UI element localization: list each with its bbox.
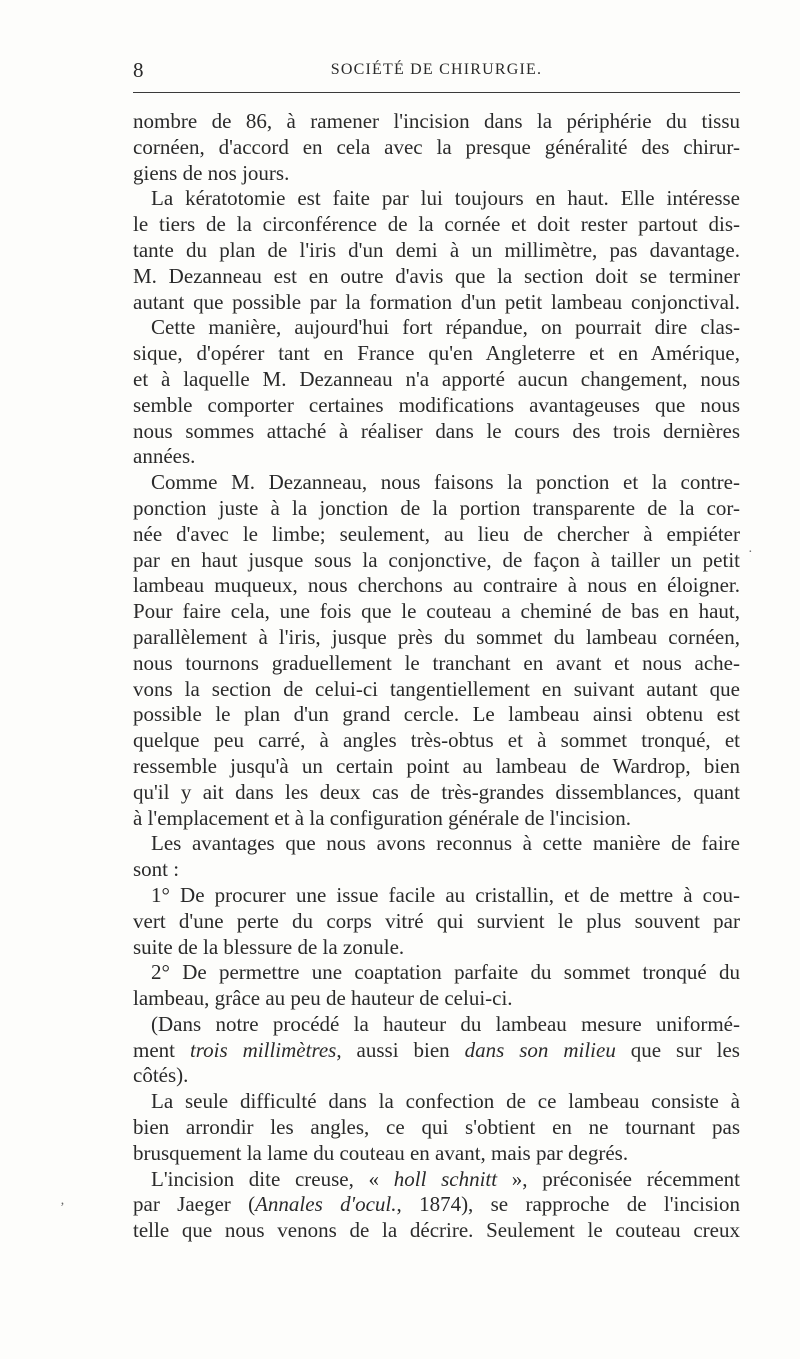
text-line: Comme M. Dezanneau, nous faisons la ponction et la contre-: [151, 470, 740, 495]
text-line: lambeau, grâce au peu de hauteur de celui-ci.: [133, 986, 513, 1011]
text-line: bien arrondir les angles, ce qui s'obtient en ne tournant pas: [133, 1115, 740, 1140]
text-line: M. Dezanneau est en outre d'avis que la section doit se terminer: [133, 263, 740, 288]
text-line: lambeau muqueux, nous cherchons au contraire à nous en éloigner.: [133, 573, 740, 598]
running-head: SOCIÉTÉ DE CHIRURGIE.: [330, 61, 543, 78]
margin-mark: ·: [748, 545, 753, 560]
body-text: [133, 109, 740, 1244]
text-line: à l'emplacement et à la configuration générale de l'incision.: [133, 805, 631, 830]
text-line: Pour faire cela, une fois que le couteau a cheminé de bas en haut,: [133, 599, 740, 624]
text-line: semble comporter certaines modifications avantageuses que nous: [133, 392, 740, 417]
page-header: [133, 58, 740, 88]
text-segment: », préconisée récemment: [497, 1166, 740, 1191]
text-line: sont :: [133, 857, 180, 882]
text-line: cornéen, d'accord en cela avec la presque généralité des chirur-: [133, 134, 740, 159]
text-line: autant que possible par la formation d'un petit lambeau conjonctival.: [133, 289, 740, 314]
text-line: sique, d'opérer tant en France qu'en Angleterre et en Amérique,: [133, 341, 740, 366]
text-line: née d'avec le limbe; seulement, au lieu de chercher à empiéter: [133, 521, 740, 546]
italic-text: trois millimètres: [189, 1037, 337, 1062]
text-line: suite de la blessure de la zonule.: [133, 934, 405, 959]
text-segment: L'incision dite creuse, «: [151, 1166, 394, 1191]
text-line: Cette manière, aujourd'hui fort répandue, on pourrait dire clas-: [151, 315, 740, 340]
text-line: parallèlement à l'iris, jusque près du sommet du lambeau cornéen,: [133, 624, 740, 649]
text-segment: que sur les: [615, 1037, 740, 1062]
text-line: vert d'une perte du corps vitré qui survient le plus souvent par: [133, 908, 740, 933]
text-line: nombre de 86, à ramener l'incision dans la périphérie du tissu: [133, 109, 740, 133]
text-line: Les avantages que nous avons reconnus à cette manière de faire: [151, 831, 740, 856]
text-line: et à laquelle M. Dezanneau n'a apporté aucun changement, nous: [133, 366, 740, 391]
text-segment: par Jaeger (: [133, 1192, 256, 1217]
text-line: ponction juste à la jonction de la portion transparente de la cor-: [133, 495, 740, 520]
text-line: [133, 1038, 740, 1064]
text-line: (Dans notre procédé la hauteur du lambeau mesure uniformé-: [151, 1011, 740, 1036]
text-line: quelque peu carré, à angles très-obtus et à sommet tronqué, et: [133, 728, 740, 753]
text-line: telle que nous venons de la décrire. Seulement le couteau creux: [133, 1218, 740, 1243]
text-line: 1° De procurer une issue facile au cristallin, et de mettre à cou-: [151, 882, 740, 907]
text-line: giens de nos jours.: [133, 160, 290, 185]
text-line: nous sommes attaché à réaliser dans le cours des trois dernières: [133, 418, 740, 443]
text-line: 2° De permettre une coaptation parfaite du sommet tronqué du: [151, 960, 740, 985]
text-line: vons la section de celui-ci tangentiellement en suivant autant que: [133, 676, 740, 701]
header-rule: [133, 92, 740, 93]
text-line: possible le plan d'un grand cercle. Le lambeau ainsi obtenu est: [133, 702, 740, 727]
italic-text: Annales d'ocul.: [255, 1192, 397, 1217]
italic-text: dans son milieu: [464, 1037, 616, 1062]
text-line: tante du plan de l'iris d'un demi à un millimètre, pas davantage.: [133, 237, 740, 262]
text-line: côtés).: [133, 1063, 189, 1088]
text-segment: ment: [133, 1037, 190, 1062]
text-line: [133, 1192, 740, 1218]
text-segment: , 1874), se rapproche de l'incision: [396, 1192, 740, 1217]
text-line: [133, 1167, 740, 1193]
italic-text: holl schnitt: [393, 1166, 498, 1191]
text-line: années.: [133, 444, 196, 469]
text-line: par en haut jusque sous la conjonctive, de façon à tailler un petit: [133, 547, 740, 572]
text-line: brusquement la lame du couteau en avant, mais par degrés.: [133, 1140, 629, 1165]
text-line: qu'il y ait dans les deux cas de très-grandes dissemblances, quant: [133, 779, 740, 804]
text-line: La seule difficulté dans la confection de ce lambeau consiste à: [151, 1089, 740, 1114]
text-line: La kératotomie est faite par lui toujours en haut. Elle intéresse: [151, 186, 740, 211]
text-line: le tiers de la circonférence de la cornée et doit rester partout dis-: [133, 212, 740, 237]
text-line: nous tournons graduellement le tranchant en avant et nous ache-: [133, 650, 740, 675]
margin-mark: ‚: [60, 1193, 65, 1208]
text-line: ressemble jusqu'à un certain point au lambeau de Wardrop, bien: [133, 753, 740, 778]
text-segment: , aussi bien: [336, 1037, 465, 1062]
page-number: 8: [133, 58, 144, 82]
